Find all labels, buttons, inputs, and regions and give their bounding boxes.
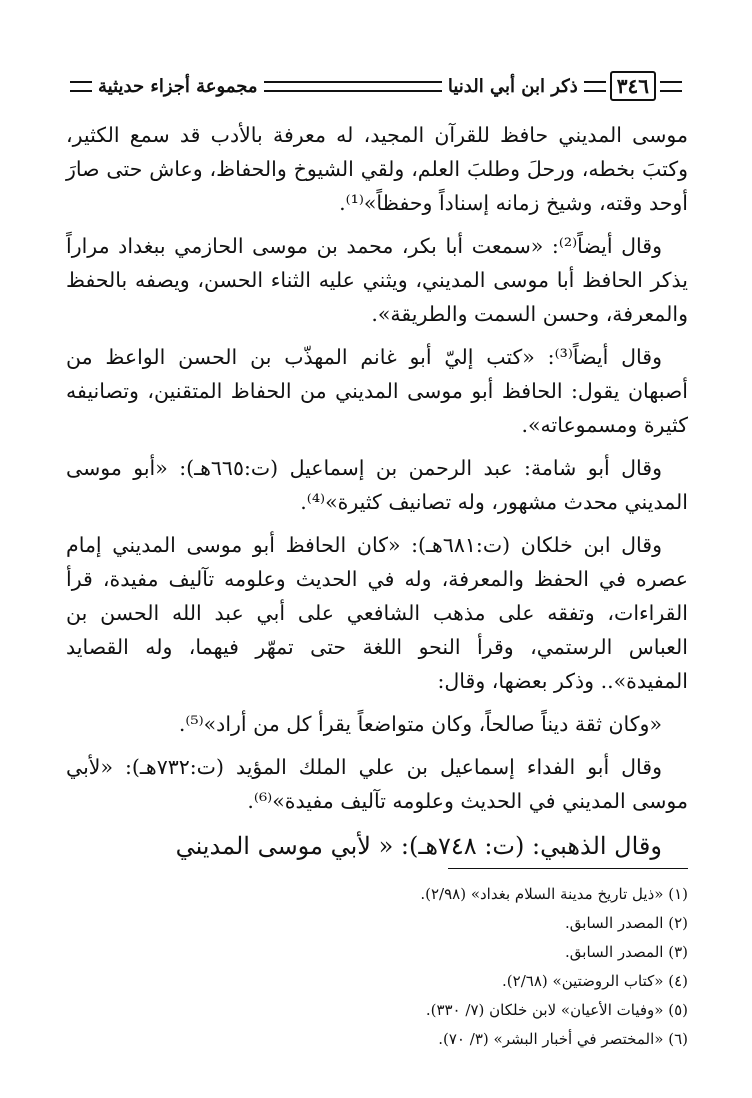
header-rule-right	[660, 81, 682, 92]
footnotes	[200, 880, 688, 1054]
running-header	[66, 66, 686, 106]
paragraph-4: وقال أبو شامة: عبد الرحمن بن إسماعيل (ت:٦٦٥هـ): «أبو موسى المديني محدث مشهور، وله تصانيف كثيرة»⁽⁴⁾.	[66, 456, 688, 514]
footnote-1: (١) «ذيل تاريخ مدينة السلام بغداد» (٢/٩٨).	[420, 885, 688, 903]
book-title: مجموعة أجزاء حديثية	[98, 75, 258, 97]
page-number: ٣٤٦	[610, 71, 656, 101]
paragraph-3: وقال أيضاً⁽³⁾: «كتب إليّ أبو غانم المهذّب بن الحسن الواعظ من أصبهان يقول: الحافظ أبو موسى المديني من الحفاظ المتقنين، وتصانيفه كثيرة ومسموعاته».	[66, 345, 688, 437]
footnote-separator	[448, 868, 688, 869]
footnote-4: (٤) «كتاب الروضتين» (٢/٦٨).	[502, 972, 688, 990]
paragraph-1: موسى المديني حافظ للقرآن المجيد، له معرفة بالأدب قد سمع الكثير، وكتبَ بخطه، ورحلَ وطلبَ العلم، ولقي الشيوخ والحفاظ، وعاش حتى صارَ أوحد وقته، وشيخ زمانه إسناداً وحفظاً»⁽¹⁾.	[66, 123, 688, 215]
header-rule-left	[70, 81, 92, 92]
chapter-title: ذكر ابن أبي الدنيا	[447, 75, 578, 97]
paragraph-5: وقال ابن خلكان (ت:٦٨١هـ): «كان الحافظ أبو موسى المديني إمام عصره في الحفظ والمعرفة، وله في الحديث وعلومه تآليف مفيدة، قرأ القراءات، وتفقه على مذهب الشافعي على أبي عبد الله الحسن بن العباس الرستمي، وقرأ النحو اللغة حتى تمهّر فيهما، وله القصايد المفيدة».. وذكر بعضها، وقال:	[66, 533, 688, 693]
header-rule-inner	[584, 81, 606, 92]
header-rule-middle	[264, 81, 442, 92]
paragraph-6: «وكان ثقة ديناً صالحاً، وكان متواضعاً يقرأ كل من أراد»⁽⁵⁾.	[178, 712, 662, 736]
footnote-3: (٣) المصدر السابق.	[565, 943, 688, 961]
footnote-6: (٦) «المختصر في أخبار البشر» (٣/ ٧٠).	[438, 1030, 688, 1048]
footnote-5: (٥) «وفيات الأعيان» لابن خلكان (٧/ ٣٣٠).	[425, 1001, 688, 1019]
footnote-2: (٢) المصدر السابق.	[565, 914, 688, 932]
paragraph-2: وقال أيضاً⁽²⁾: «سمعت أبا بكر، محمد بن موسى الحازمي ببغداد مراراً يذكر الحافظ أبا موسى المديني، ويثني عليه الثناء الحسن، ويصفه بالحفظ والمعرفة، وحسن السمت والطريقة».	[66, 234, 688, 326]
paragraph-8: وقال الذهبي: (ت: ٧٤٨هـ): « لأبي موسى المديني	[175, 832, 662, 860]
main-text	[66, 118, 688, 874]
paragraph-7: وقال أبو الفداء إسماعيل بن علي الملك المؤيد (ت:٧٣٢هـ): «لأبي موسى المديني في الحديث وعلومه تآليف مفيدة»⁽⁶⁾.	[66, 755, 688, 813]
